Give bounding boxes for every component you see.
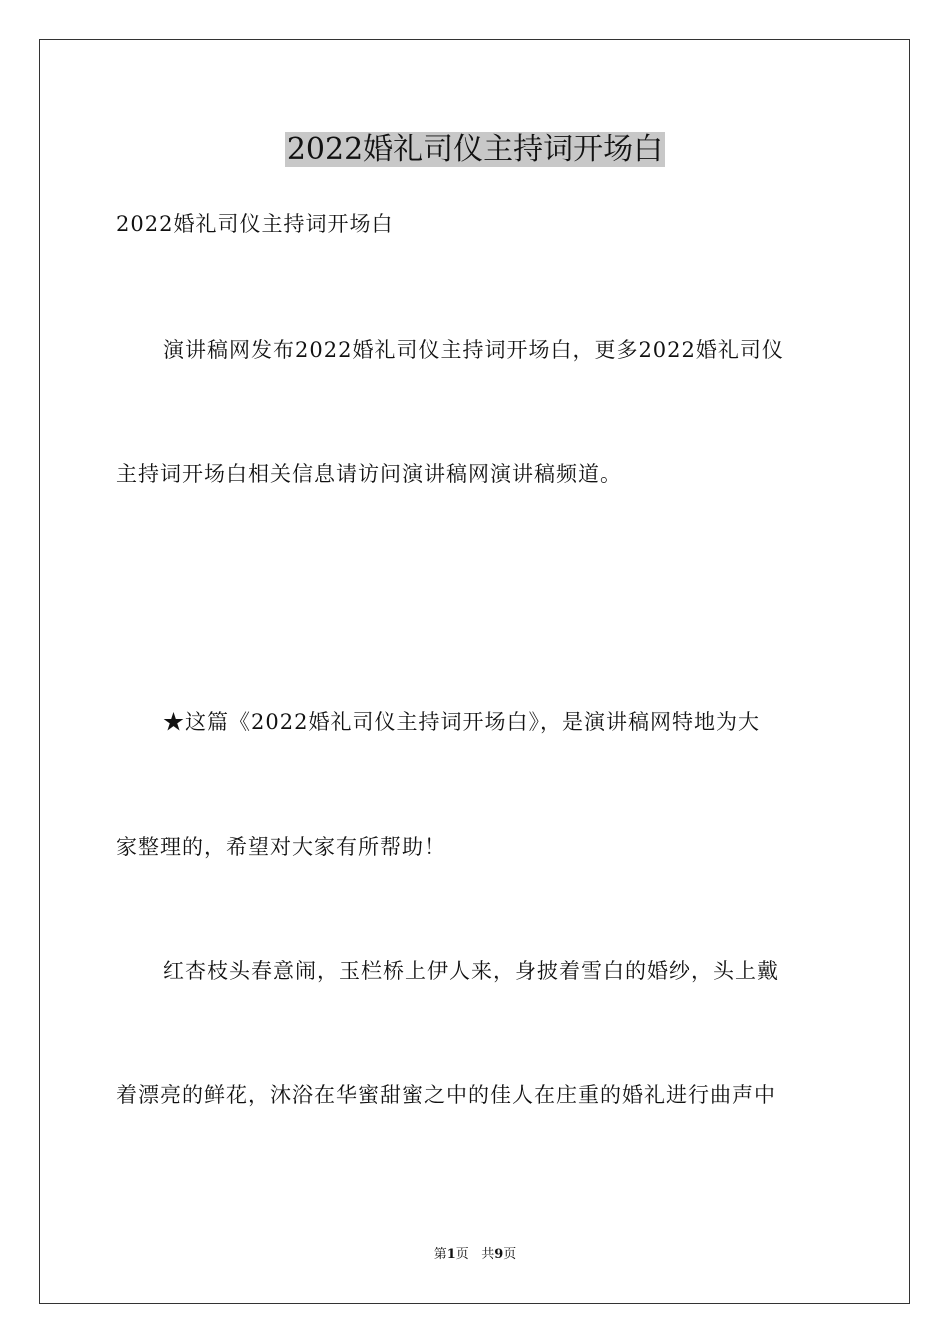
subtitle-line: 2022婚礼司仪主持词开场白 [116, 212, 394, 236]
page-footer [0, 1246, 950, 1264]
total-pages: 9 [494, 1247, 504, 1262]
page-prefix: 第 [433, 1247, 447, 1262]
paragraph-1-line-2: 主持词开场白相关信息请访问演讲稿网演讲稿频道。 [116, 462, 622, 486]
paragraph-3-line-2: 着漂亮的鲜花，沐浴在华蜜甜蜜之中的佳人在庄重的婚礼进行曲声中 [116, 1083, 776, 1107]
total-suffix: 页 [503, 1247, 517, 1262]
paragraph-2-line-1: ★这篇《2022婚礼司仪主持词开场白》，是演讲稿网特地为大 [163, 710, 760, 734]
document-title-text: 2022婚礼司仪主持词开场白 [286, 132, 664, 167]
paragraph-1-line-1: 演讲稿网发布2022婚礼司仪主持词开场白，更多2022婚礼司仪 [163, 338, 784, 362]
paragraph-2-line-2: 家整理的，希望对大家有所帮助！ [116, 835, 446, 859]
page-number: 1 [446, 1247, 456, 1262]
paragraph-3-line-1: 红杏枝头春意闹，玉栏桥上伊人来，身披着雪白的婚纱，头上戴 [163, 959, 779, 983]
total-prefix: 共 [481, 1247, 495, 1262]
page-suffix: 页 [455, 1247, 469, 1262]
document-title [0, 128, 950, 172]
